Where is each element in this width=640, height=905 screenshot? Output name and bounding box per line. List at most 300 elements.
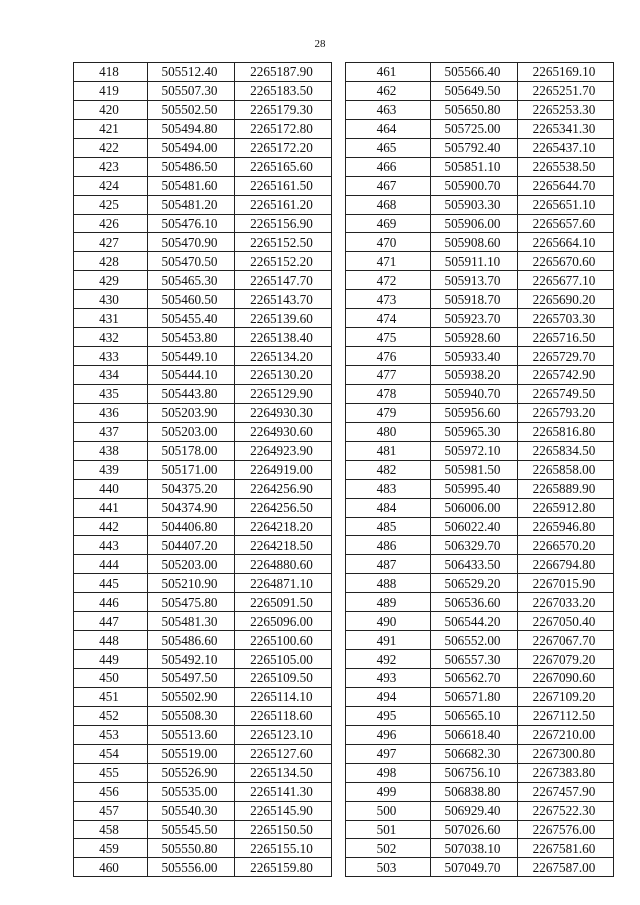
table-row [346, 119, 614, 138]
y-coordinate-cell: 2265889.90 [518, 479, 614, 498]
y-coordinate-cell: 2264880.60 [235, 555, 332, 574]
x-coordinate-cell: 505519.00 [148, 744, 235, 763]
table-row [346, 687, 614, 706]
x-coordinate-cell: 505556.00 [148, 858, 235, 877]
y-coordinate-cell: 2265834.50 [518, 441, 614, 460]
y-coordinate-cell: 2265651.10 [518, 195, 614, 214]
y-coordinate-cell: 2265729.70 [518, 347, 614, 366]
point-number-cell: 465 [346, 138, 431, 157]
table-row [74, 252, 332, 271]
x-coordinate-cell: 506552.00 [431, 631, 518, 650]
point-number-cell: 496 [346, 725, 431, 744]
table-row [346, 612, 614, 631]
y-coordinate-cell: 2265793.20 [518, 403, 614, 422]
y-coordinate-cell: 2265172.80 [235, 119, 332, 138]
point-number-cell: 483 [346, 479, 431, 498]
table-row [74, 195, 332, 214]
x-coordinate-cell: 505481.30 [148, 612, 235, 631]
point-number-cell: 435 [74, 384, 148, 403]
y-coordinate-cell: 2264923.90 [235, 441, 332, 460]
table-row [74, 290, 332, 309]
point-number-cell: 420 [74, 100, 148, 119]
point-number-cell: 500 [346, 801, 431, 820]
point-number-cell: 491 [346, 631, 431, 650]
y-coordinate-cell: 2265114.10 [235, 687, 332, 706]
table-row [74, 612, 332, 631]
table-row [346, 233, 614, 252]
x-coordinate-cell: 505171.00 [148, 460, 235, 479]
point-number-cell: 441 [74, 498, 148, 517]
point-number-cell: 474 [346, 309, 431, 328]
table-row [74, 782, 332, 801]
x-coordinate-cell: 505470.90 [148, 233, 235, 252]
point-number-cell: 419 [74, 81, 148, 100]
table-row [74, 744, 332, 763]
table-row [74, 820, 332, 839]
point-number-cell: 468 [346, 195, 431, 214]
point-number-cell: 503 [346, 858, 431, 877]
point-number-cell: 434 [74, 366, 148, 385]
x-coordinate-cell: 506565.10 [431, 706, 518, 725]
x-coordinate-cell: 505938.20 [431, 366, 518, 385]
y-coordinate-cell: 2265703.30 [518, 309, 614, 328]
table-row [74, 176, 332, 195]
table-row [346, 460, 614, 479]
x-coordinate-cell: 506433.50 [431, 555, 518, 574]
y-coordinate-cell: 2267112.50 [518, 706, 614, 725]
y-coordinate-cell: 2267383.80 [518, 763, 614, 782]
x-coordinate-cell: 505470.50 [148, 252, 235, 271]
point-number-cell: 443 [74, 536, 148, 555]
y-coordinate-cell: 2265165.60 [235, 157, 332, 176]
x-coordinate-cell: 506022.40 [431, 517, 518, 536]
y-coordinate-cell: 2265152.50 [235, 233, 332, 252]
x-coordinate-cell: 505649.50 [431, 81, 518, 100]
y-coordinate-cell: 2265816.80 [518, 422, 614, 441]
x-coordinate-cell: 506006.00 [431, 498, 518, 517]
y-coordinate-cell: 2264218.20 [235, 517, 332, 536]
x-coordinate-cell: 505550.80 [148, 839, 235, 858]
x-coordinate-cell: 505545.50 [148, 820, 235, 839]
x-coordinate-cell: 505465.30 [148, 271, 235, 290]
table-row [346, 290, 614, 309]
x-coordinate-cell: 505940.70 [431, 384, 518, 403]
y-coordinate-cell: 2265155.10 [235, 839, 332, 858]
y-coordinate-cell: 2265129.90 [235, 384, 332, 403]
x-coordinate-cell: 505906.00 [431, 214, 518, 233]
y-coordinate-cell: 2265538.50 [518, 157, 614, 176]
y-coordinate-cell: 2264930.30 [235, 403, 332, 422]
point-number-cell: 490 [346, 612, 431, 631]
y-coordinate-cell: 2265169.10 [518, 63, 614, 82]
table-row [74, 309, 332, 328]
table-row [74, 839, 332, 858]
y-coordinate-cell: 2264256.50 [235, 498, 332, 517]
table-row [346, 176, 614, 195]
table-row [346, 328, 614, 347]
x-coordinate-cell: 505210.90 [148, 574, 235, 593]
y-coordinate-cell: 2265091.50 [235, 593, 332, 612]
x-coordinate-cell: 504407.20 [148, 536, 235, 555]
y-coordinate-cell: 2265183.50 [235, 81, 332, 100]
x-coordinate-cell: 505203.90 [148, 403, 235, 422]
x-coordinate-cell: 505502.50 [148, 100, 235, 119]
y-coordinate-cell: 2265123.10 [235, 725, 332, 744]
point-number-cell: 453 [74, 725, 148, 744]
table-row [346, 555, 614, 574]
x-coordinate-cell: 505203.00 [148, 555, 235, 574]
point-number-cell: 442 [74, 517, 148, 536]
x-coordinate-cell: 505481.60 [148, 176, 235, 195]
table-row [74, 517, 332, 536]
table-row [346, 100, 614, 119]
table-row [346, 650, 614, 669]
x-coordinate-cell: 507026.60 [431, 820, 518, 839]
table-row [74, 650, 332, 669]
point-number-cell: 473 [346, 290, 431, 309]
y-coordinate-cell: 2265912.80 [518, 498, 614, 517]
y-coordinate-cell: 2265134.20 [235, 347, 332, 366]
x-coordinate-cell: 506929.40 [431, 801, 518, 820]
table-row [74, 460, 332, 479]
table-row [74, 403, 332, 422]
y-coordinate-cell: 2265143.70 [235, 290, 332, 309]
point-number-cell: 462 [346, 81, 431, 100]
x-coordinate-cell: 505903.30 [431, 195, 518, 214]
table-row [346, 801, 614, 820]
x-coordinate-cell: 506682.30 [431, 744, 518, 763]
point-number-cell: 466 [346, 157, 431, 176]
point-number-cell: 489 [346, 593, 431, 612]
point-number-cell: 422 [74, 138, 148, 157]
point-number-cell: 457 [74, 801, 148, 820]
table-row [346, 782, 614, 801]
table-row [346, 744, 614, 763]
table-row [74, 328, 332, 347]
table-row [74, 347, 332, 366]
table-row [346, 839, 614, 858]
x-coordinate-cell: 505725.00 [431, 119, 518, 138]
point-number-cell: 424 [74, 176, 148, 195]
x-coordinate-cell: 505494.80 [148, 119, 235, 138]
point-number-cell: 471 [346, 252, 431, 271]
x-coordinate-cell: 506529.20 [431, 574, 518, 593]
x-coordinate-cell: 505476.10 [148, 214, 235, 233]
point-number-cell: 499 [346, 782, 431, 801]
y-coordinate-cell: 2265159.80 [235, 858, 332, 877]
table-row [74, 157, 332, 176]
table-row [74, 631, 332, 650]
table-row [74, 725, 332, 744]
x-coordinate-cell: 505566.40 [431, 63, 518, 82]
table-row [74, 574, 332, 593]
x-coordinate-cell: 506329.70 [431, 536, 518, 555]
y-coordinate-cell: 2265664.10 [518, 233, 614, 252]
x-coordinate-cell: 504374.90 [148, 498, 235, 517]
table-row [74, 593, 332, 612]
point-number-cell: 433 [74, 347, 148, 366]
x-coordinate-cell: 505908.60 [431, 233, 518, 252]
point-number-cell: 445 [74, 574, 148, 593]
x-coordinate-cell: 505923.70 [431, 309, 518, 328]
table-row [74, 479, 332, 498]
point-number-cell: 429 [74, 271, 148, 290]
table-row [74, 422, 332, 441]
x-coordinate-cell: 505455.40 [148, 309, 235, 328]
y-coordinate-cell: 2265657.60 [518, 214, 614, 233]
y-coordinate-cell: 2265100.60 [235, 631, 332, 650]
y-coordinate-cell: 2265152.20 [235, 252, 332, 271]
table-row [74, 441, 332, 460]
y-coordinate-cell: 2267587.00 [518, 858, 614, 877]
y-coordinate-cell: 2266794.80 [518, 555, 614, 574]
table-row [346, 309, 614, 328]
point-number-cell: 444 [74, 555, 148, 574]
x-coordinate-cell: 505650.80 [431, 100, 518, 119]
table-row [346, 403, 614, 422]
table-row [74, 384, 332, 403]
x-coordinate-cell: 505956.60 [431, 403, 518, 422]
table-row [346, 858, 614, 877]
x-coordinate-cell: 505460.50 [148, 290, 235, 309]
point-number-cell: 446 [74, 593, 148, 612]
point-number-cell: 480 [346, 422, 431, 441]
y-coordinate-cell: 2267090.60 [518, 669, 614, 688]
table-row [74, 138, 332, 157]
x-coordinate-cell: 505972.10 [431, 441, 518, 460]
point-number-cell: 440 [74, 479, 148, 498]
y-coordinate-cell: 2265749.50 [518, 384, 614, 403]
point-number-cell: 475 [346, 328, 431, 347]
y-coordinate-cell: 2265677.10 [518, 271, 614, 290]
point-number-cell: 432 [74, 328, 148, 347]
y-coordinate-cell: 2265341.30 [518, 119, 614, 138]
point-number-cell: 493 [346, 669, 431, 688]
table-row [346, 422, 614, 441]
x-coordinate-cell: 506562.70 [431, 669, 518, 688]
y-coordinate-cell: 2265253.30 [518, 100, 614, 119]
x-coordinate-cell: 505512.40 [148, 63, 235, 82]
x-coordinate-cell: 505444.10 [148, 366, 235, 385]
table-row [346, 593, 614, 612]
y-coordinate-cell: 2265156.90 [235, 214, 332, 233]
y-coordinate-cell: 2265172.20 [235, 138, 332, 157]
table-row [74, 801, 332, 820]
table-row [74, 81, 332, 100]
table-row [346, 763, 614, 782]
point-number-cell: 485 [346, 517, 431, 536]
point-number-cell: 427 [74, 233, 148, 252]
table-row [74, 119, 332, 138]
coordinates-table-left [73, 62, 332, 877]
point-number-cell: 484 [346, 498, 431, 517]
coordinates-table-right [345, 62, 614, 877]
point-number-cell: 498 [346, 763, 431, 782]
table-row [346, 195, 614, 214]
x-coordinate-cell: 505497.50 [148, 669, 235, 688]
table-row [346, 631, 614, 650]
x-coordinate-cell: 505911.10 [431, 252, 518, 271]
point-number-cell: 487 [346, 555, 431, 574]
point-number-cell: 448 [74, 631, 148, 650]
point-number-cell: 470 [346, 233, 431, 252]
y-coordinate-cell: 2265139.60 [235, 309, 332, 328]
y-coordinate-cell: 2267576.00 [518, 820, 614, 839]
table-row [346, 347, 614, 366]
table-row [346, 384, 614, 403]
y-coordinate-cell: 2267033.20 [518, 593, 614, 612]
y-coordinate-cell: 2265670.60 [518, 252, 614, 271]
y-coordinate-cell: 2267079.20 [518, 650, 614, 669]
y-coordinate-cell: 2267522.30 [518, 801, 614, 820]
table-row [346, 157, 614, 176]
point-number-cell: 436 [74, 403, 148, 422]
point-number-cell: 477 [346, 366, 431, 385]
y-coordinate-cell: 2265858.00 [518, 460, 614, 479]
y-coordinate-cell: 2265109.50 [235, 669, 332, 688]
x-coordinate-cell: 505918.70 [431, 290, 518, 309]
table-row [346, 366, 614, 385]
point-number-cell: 481 [346, 441, 431, 460]
table-row [74, 706, 332, 725]
point-number-cell: 501 [346, 820, 431, 839]
x-coordinate-cell: 506756.10 [431, 763, 518, 782]
x-coordinate-cell: 505508.30 [148, 706, 235, 725]
point-number-cell: 478 [346, 384, 431, 403]
table-row [346, 706, 614, 725]
table-row [346, 517, 614, 536]
x-coordinate-cell: 505486.60 [148, 631, 235, 650]
point-number-cell: 472 [346, 271, 431, 290]
x-coordinate-cell: 505995.40 [431, 479, 518, 498]
point-number-cell: 454 [74, 744, 148, 763]
table-row [346, 271, 614, 290]
x-coordinate-cell: 506571.80 [431, 687, 518, 706]
table-row [346, 725, 614, 744]
point-number-cell: 482 [346, 460, 431, 479]
x-coordinate-cell: 505443.80 [148, 384, 235, 403]
x-coordinate-cell: 505965.30 [431, 422, 518, 441]
x-coordinate-cell: 505900.70 [431, 176, 518, 195]
y-coordinate-cell: 2265147.70 [235, 271, 332, 290]
table-row [74, 271, 332, 290]
y-coordinate-cell: 2265130.20 [235, 366, 332, 385]
point-number-cell: 497 [346, 744, 431, 763]
y-coordinate-cell: 2265118.60 [235, 706, 332, 725]
y-coordinate-cell: 2265134.50 [235, 763, 332, 782]
table-row [346, 479, 614, 498]
point-number-cell: 476 [346, 347, 431, 366]
x-coordinate-cell: 505486.50 [148, 157, 235, 176]
point-number-cell: 488 [346, 574, 431, 593]
y-coordinate-cell: 2265138.40 [235, 328, 332, 347]
y-coordinate-cell: 2264871.10 [235, 574, 332, 593]
x-coordinate-cell: 505494.00 [148, 138, 235, 157]
x-coordinate-cell: 505933.40 [431, 347, 518, 366]
x-coordinate-cell: 505851.10 [431, 157, 518, 176]
y-coordinate-cell: 2264218.50 [235, 536, 332, 555]
x-coordinate-cell: 505475.80 [148, 593, 235, 612]
x-coordinate-cell: 505913.70 [431, 271, 518, 290]
point-number-cell: 426 [74, 214, 148, 233]
point-number-cell: 467 [346, 176, 431, 195]
y-coordinate-cell: 2267015.90 [518, 574, 614, 593]
point-number-cell: 492 [346, 650, 431, 669]
x-coordinate-cell: 506536.60 [431, 593, 518, 612]
point-number-cell: 459 [74, 839, 148, 858]
x-coordinate-cell: 505928.60 [431, 328, 518, 347]
table-row [346, 214, 614, 233]
y-coordinate-cell: 2267210.00 [518, 725, 614, 744]
point-number-cell: 486 [346, 536, 431, 555]
table-row [74, 214, 332, 233]
point-number-cell: 418 [74, 63, 148, 82]
table-row [74, 669, 332, 688]
table-row [346, 252, 614, 271]
x-coordinate-cell: 505502.90 [148, 687, 235, 706]
table-row [74, 763, 332, 782]
y-coordinate-cell: 2267300.80 [518, 744, 614, 763]
y-coordinate-cell: 2265946.80 [518, 517, 614, 536]
point-number-cell: 439 [74, 460, 148, 479]
point-number-cell: 455 [74, 763, 148, 782]
point-number-cell: 479 [346, 403, 431, 422]
table-row [74, 687, 332, 706]
table-row [74, 555, 332, 574]
table-row [74, 536, 332, 555]
table-row [74, 63, 332, 82]
x-coordinate-cell: 506544.20 [431, 612, 518, 631]
page-number: 28 [314, 38, 326, 50]
table-row [346, 63, 614, 82]
point-number-cell: 495 [346, 706, 431, 725]
x-coordinate-cell: 506618.40 [431, 725, 518, 744]
y-coordinate-cell: 2265145.90 [235, 801, 332, 820]
point-number-cell: 437 [74, 422, 148, 441]
table-row [74, 100, 332, 119]
y-coordinate-cell: 2267067.70 [518, 631, 614, 650]
x-coordinate-cell: 505526.90 [148, 763, 235, 782]
table-row [346, 669, 614, 688]
x-coordinate-cell: 506838.80 [431, 782, 518, 801]
table-row [346, 574, 614, 593]
x-coordinate-cell: 505507.30 [148, 81, 235, 100]
y-coordinate-cell: 2265105.00 [235, 650, 332, 669]
table-row [346, 138, 614, 157]
point-number-cell: 456 [74, 782, 148, 801]
point-number-cell: 428 [74, 252, 148, 271]
point-number-cell: 502 [346, 839, 431, 858]
y-coordinate-cell: 2265161.50 [235, 176, 332, 195]
table-row [74, 858, 332, 877]
table-row [74, 366, 332, 385]
point-number-cell: 452 [74, 706, 148, 725]
y-coordinate-cell: 2264256.90 [235, 479, 332, 498]
point-number-cell: 447 [74, 612, 148, 631]
y-coordinate-cell: 2265179.30 [235, 100, 332, 119]
table-row [346, 81, 614, 100]
point-number-cell: 423 [74, 157, 148, 176]
point-number-cell: 461 [346, 63, 431, 82]
y-coordinate-cell: 2267109.20 [518, 687, 614, 706]
point-number-cell: 494 [346, 687, 431, 706]
x-coordinate-cell: 505513.60 [148, 725, 235, 744]
x-coordinate-cell: 504375.20 [148, 479, 235, 498]
point-number-cell: 430 [74, 290, 148, 309]
x-coordinate-cell: 505492.10 [148, 650, 235, 669]
table-row [74, 498, 332, 517]
y-coordinate-cell: 2267050.40 [518, 612, 614, 631]
